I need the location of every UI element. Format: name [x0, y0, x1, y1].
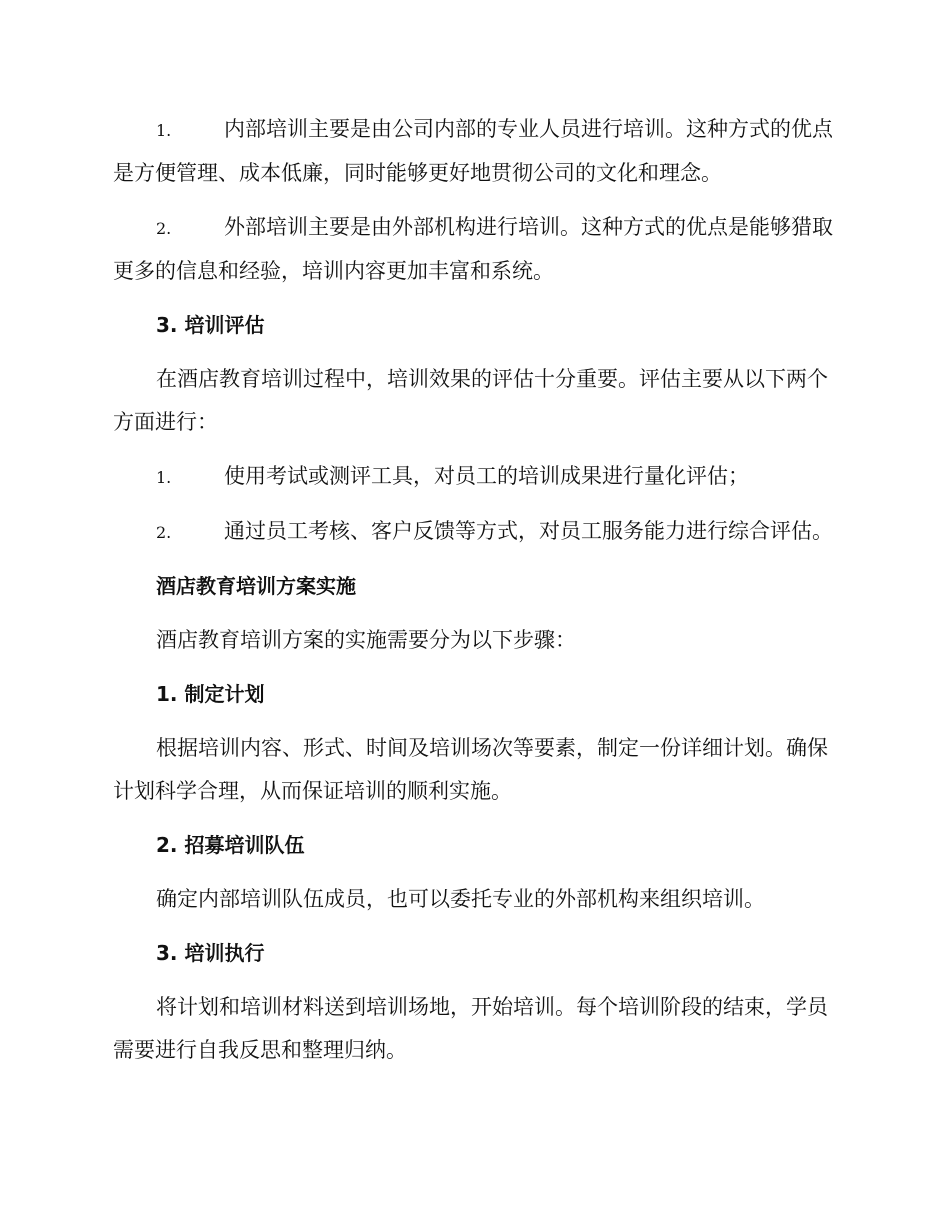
paragraph-plan: 根据培训内容、形式、时间及培训场次等要素，制定一份详细计划。确保计划科学合理，从而保证培训的顺利实施。	[113, 736, 828, 803]
section-heading-execution: 3. 培训执行	[156, 941, 265, 965]
list-number: 2.	[156, 523, 172, 542]
paragraph-execution: 将计划和培训材料送到培训场地，开始培训。每个培训阶段的结束，学员需要进行自我反思和整理归纳。	[113, 995, 828, 1062]
section-heading-plan: 1. 制定计划	[156, 682, 265, 706]
list-item-text: 外部培训主要是由外部机构进行培训。这种方式的优点是能够猎取更多的信息和经验，培训内容更加丰富和系统。	[113, 215, 833, 283]
list-item	[113, 510, 833, 554]
section-heading-evaluation: 3. 培训评估	[156, 313, 265, 337]
paragraph-implementation: 酒店教育培训方案的实施需要分为以下步骤：	[156, 628, 576, 652]
section-heading-implementation: 酒店教育培训方案实施	[156, 574, 356, 598]
section-heading-team: 2. 招募培训队伍	[156, 833, 305, 857]
list-number: 1.	[156, 121, 172, 140]
list-item	[113, 206, 833, 293]
list-number: 2.	[156, 219, 172, 238]
document-page	[113, 108, 833, 1083]
list-item	[113, 108, 833, 195]
list-item-text: 通过员工考核、客户反馈等方式，对员工服务能力进行综合评估。	[224, 519, 833, 543]
list-number: 1.	[156, 468, 172, 487]
list-item-text: 内部培训主要是由公司内部的专业人员进行培训。这种方式的优点是方便管理、成本低廉，同时能够更好地贯彻公司的文化和理念。	[113, 117, 833, 185]
paragraph-team: 确定内部培训队伍成员，也可以委托专业的外部机构来组织培训。	[156, 887, 765, 911]
list-item	[113, 455, 833, 499]
paragraph-evaluation: 在酒店教育培训过程中，培训效果的评估十分重要。评估主要从以下两个方面进行：	[113, 367, 828, 434]
list-item-text: 使用考试或测评工具，对员工的培训成果进行量化评估；	[224, 464, 749, 488]
